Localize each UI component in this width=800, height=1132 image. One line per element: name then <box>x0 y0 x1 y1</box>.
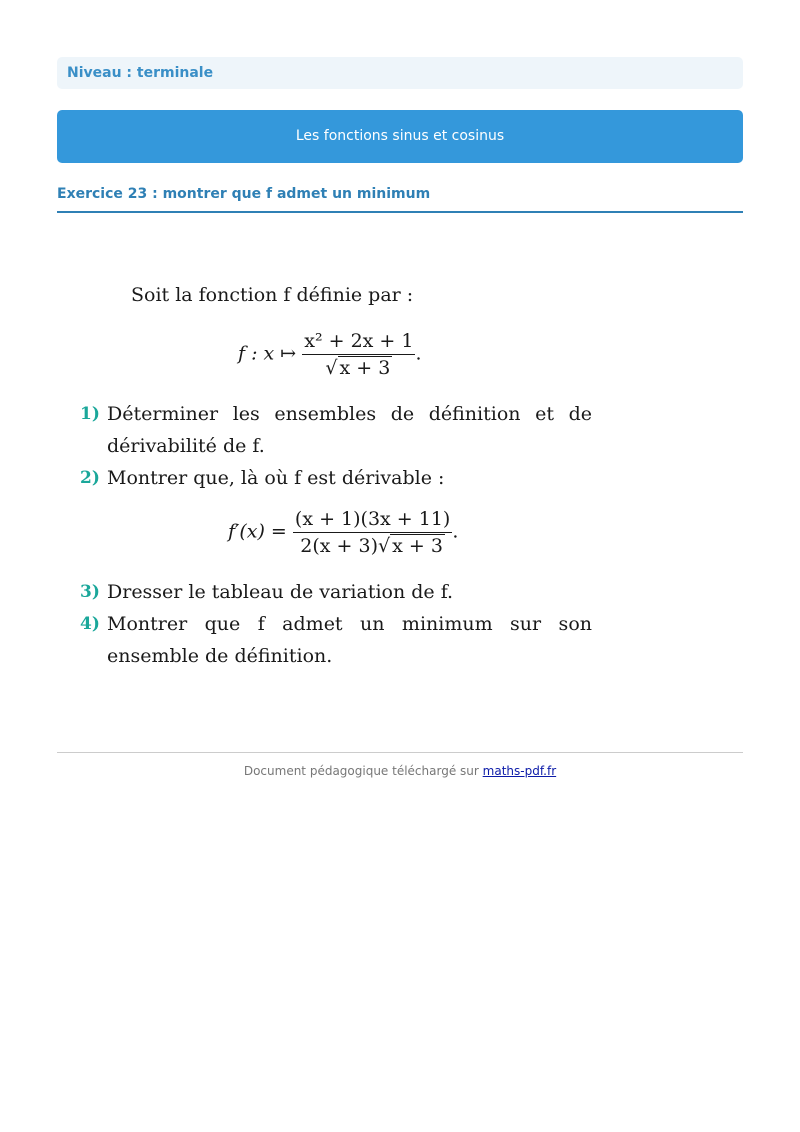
formula2-end: . <box>452 520 459 543</box>
derivative-formula <box>228 508 458 557</box>
question-text-3: Dresser le tableau de variation de f. <box>107 581 454 603</box>
formula2-lhs: f′(x) = <box>228 520 287 543</box>
chapter-banner: Les fonctions sinus et cosinus <box>57 110 743 163</box>
question-number-4: 4) <box>80 614 100 634</box>
question-text-4: Montrer que f admet un minimum sur son ensemble de définition. <box>107 613 592 667</box>
question-number-1: 1) <box>80 404 100 424</box>
formula1-lhs: f : x ↦ <box>238 342 297 365</box>
question-item-3 <box>80 576 592 608</box>
formula2-radicand: x + 3 <box>392 535 443 557</box>
question-text-1: Déterminer les ensembles de définition et de dérivabilité de f. <box>107 403 592 457</box>
formula2-denominator: 2(x + 3)√ x + 3 <box>293 532 452 557</box>
question-number-2: 2) <box>80 468 100 488</box>
question-text-2: Montrer que, là où f est dérivable : <box>107 467 445 489</box>
formula1-denominator: √ x + 3 <box>302 354 415 379</box>
footer-divider <box>57 752 743 753</box>
formula2-denominator-prefix: 2(x + 3) <box>300 535 379 557</box>
formula1-numerator: x² + 2x + 1 <box>304 330 414 352</box>
exercise-title: Exercice 23 : montrer que f admet un minimum <box>57 186 743 213</box>
formula1-radicand: x + 3 <box>339 357 391 379</box>
exercise-intro: Soit la fonction f définie par : <box>131 284 414 306</box>
formula2-numerator: (x + 1)(3x + 11) <box>294 508 451 530</box>
footer-link[interactable]: maths-pdf.fr <box>482 764 557 778</box>
formula1-fraction <box>302 330 415 379</box>
function-definition-formula <box>238 330 422 379</box>
footer-text: Document pédagogique téléchargé sur <box>243 764 479 778</box>
formula2-fraction <box>293 508 452 557</box>
question-number-3: 3) <box>80 582 100 602</box>
footer <box>57 764 743 778</box>
formula1-end: . <box>415 342 422 365</box>
question-item-1 <box>80 398 592 462</box>
level-badge: Niveau : terminale <box>57 57 743 89</box>
question-item-4 <box>80 608 592 672</box>
question-item-2 <box>80 462 592 494</box>
